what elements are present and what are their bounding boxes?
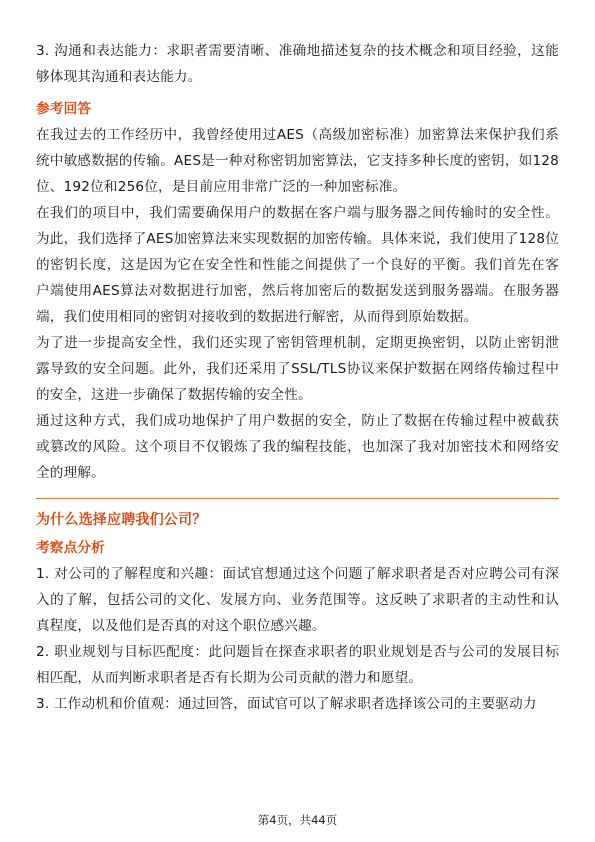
analysis-item: 3. 工作动机和价值观：通过回答，面试官可以了解求职者选择该公司的主要驱动力 — [36, 696, 537, 712]
page-footer: 第4页，共44页 — [257, 813, 338, 827]
analysis-item: 2. 职业规划与目标匹配度：此问题旨在探查求职者的职业规划是否与公司的发展目标相匹配，从而判断求职者是否有长期为公司贡献的潜力和愿望。 — [36, 644, 559, 686]
answer-paragraph: 在我过去的工作经历中，我曾经使用过AES（高级加密标准）加密算法来保护我们系统中敏感数据的传输。AES是一种对称密钥加密算法，它支持多种长度的密钥，如128位、192位和256位，是目前应用非常广泛的一种加密标准。 — [36, 127, 559, 195]
question-title: 为什么选择应聘我们公司？ — [36, 512, 207, 528]
analysis-heading: 考察点分析 — [36, 540, 105, 556]
answer-paragraph: 通过这种方式，我们成功地保护了用户数据的安全，防止了数据在传输过程中被截获或篡改的风险。这个项目不仅锻炼了我的编程技能，也加深了我对加密技术和网络安全的理解。 — [36, 413, 559, 481]
answer-heading: 参考回答 — [36, 101, 92, 117]
answer-paragraph: 为了进一步提高安全性，我们还实现了密钥管理机制，定期更换密钥，以防止密钥泄露导致的安全问题。此外，我们还采用了SSL/TLS协议来保护数据在网络传输过程中的安全，这进一步确保了数据传输的安全性。 — [36, 335, 559, 403]
page-content — [36, 38, 559, 717]
section-divider — [36, 498, 559, 499]
analysis-item: 1. 对公司的了解程度和兴趣：面试官想通过这个问题了解求职者是否对应聘公司有深入的了解，包括公司的文化、发展方向、业务范围等。这反映了求职者的主动性和认真程度，以及他们是否真的对这个职位感兴趣。 — [36, 566, 559, 634]
answer-paragraph: 在我们的项目中，我们需要确保用户的数据在客户端与服务器之间传输时的安全性。为此，我们选择了AES加密算法来实现数据的加密传输。具体来说，我们使用了128位的密钥长度，这是因为它在安全性和性能之间提供了一个良好的平衡。我们首先在客户端使用AES算法对数据进行加密，然后将加密后的数据发送到服务器端。在服务器端，我们使用相同的密钥对接收到的数据进行解密，从而得到原始数据。 — [36, 205, 559, 325]
analysis-item-3-previous: 3. 沟通和表达能力：求职者需要清晰、准确地描述复杂的技术概念和项目经验，这能够体现其沟通和表达能力。 — [36, 43, 559, 85]
